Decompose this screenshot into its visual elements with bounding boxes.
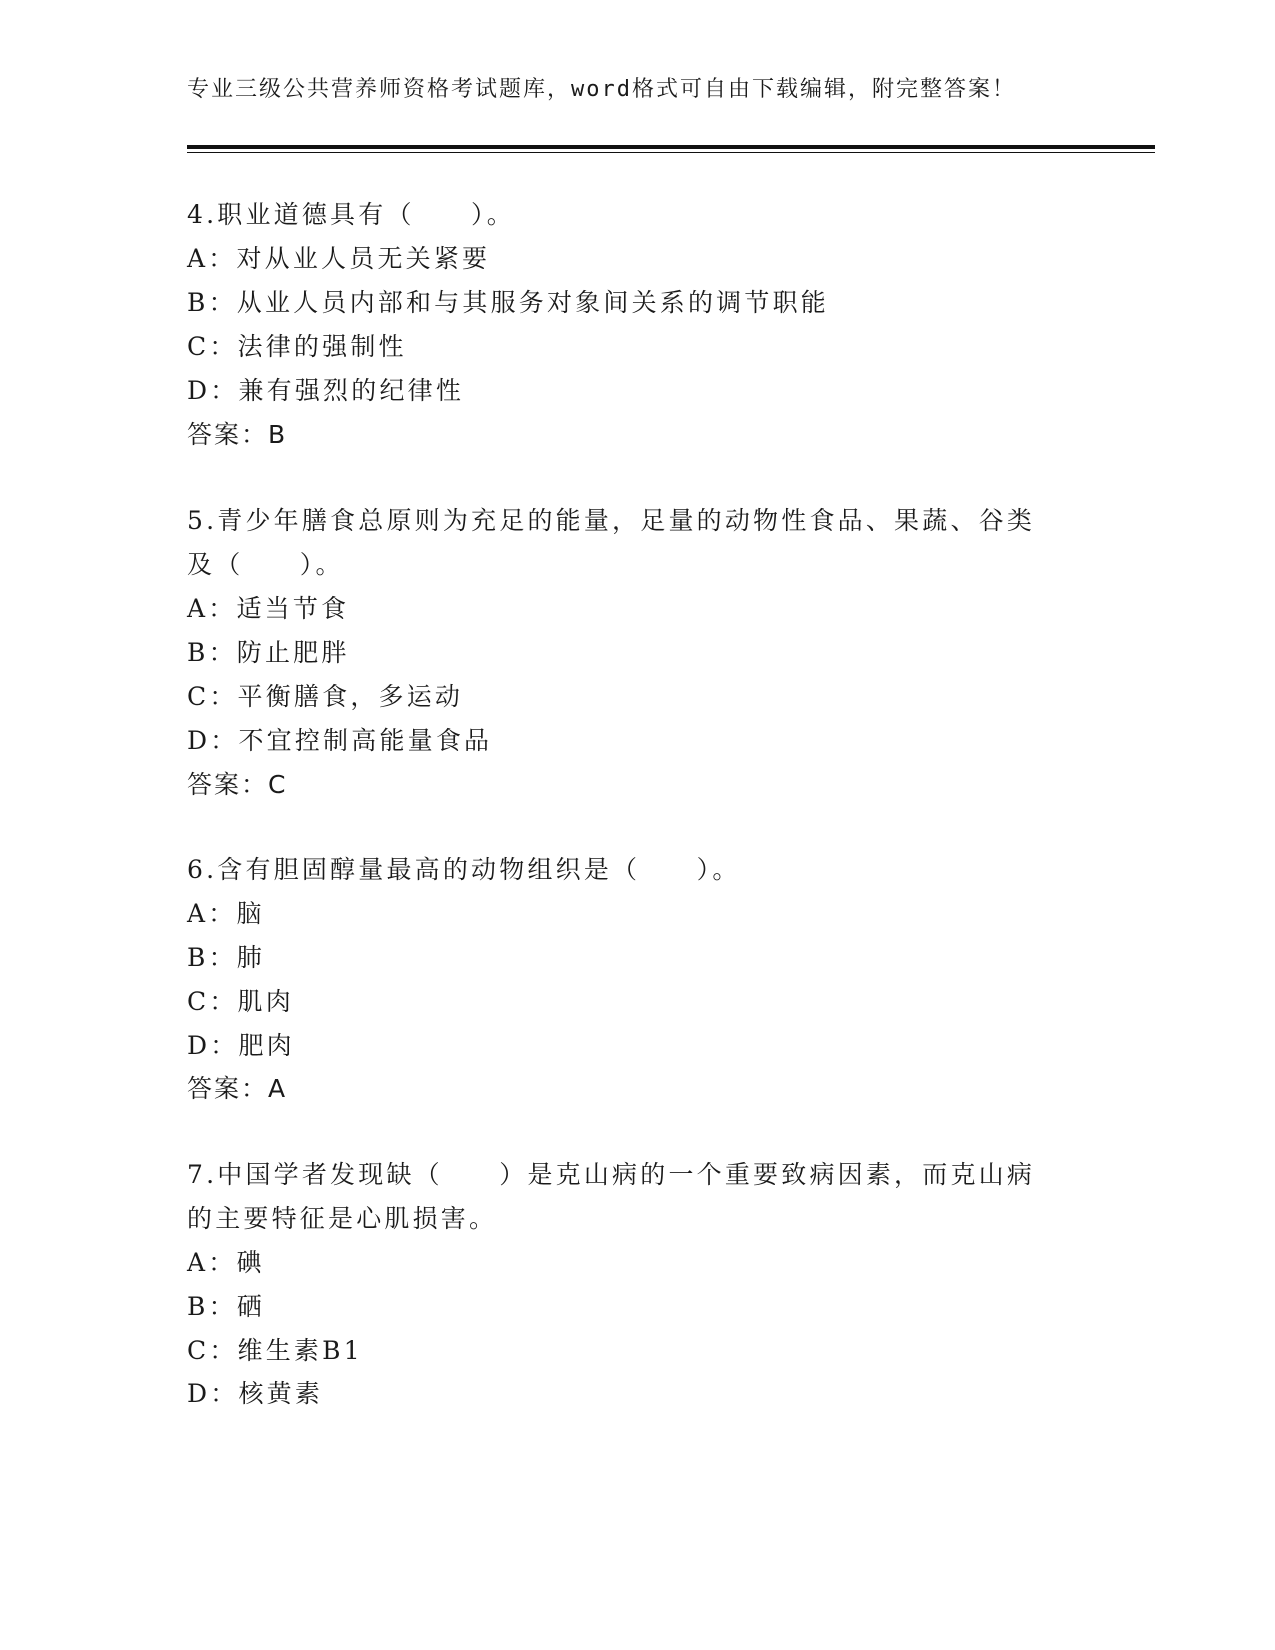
- header-rule-thin: [187, 152, 1155, 153]
- option-c: C：维生素B1: [187, 1336, 363, 1365]
- option-b: B：防止肥胖: [187, 638, 350, 667]
- option-d: D：肥肉: [187, 1031, 295, 1060]
- answer: 答案：C: [187, 770, 288, 799]
- option-b: B：从业人员内部和与其服务对象间关系的调节职能: [187, 288, 829, 317]
- option-a: A：对从业人员无关紧要: [187, 244, 491, 273]
- header-rule-thick: [187, 145, 1155, 149]
- option-b: B：硒: [187, 1292, 265, 1321]
- option-d: D：不宜控制高能量食品: [187, 726, 493, 755]
- option-b: B：肺: [187, 943, 265, 972]
- option-a: A：适当节食: [187, 594, 350, 623]
- option-d: D：兼有强烈的纪律性: [187, 376, 465, 405]
- option-c: C：肌肉: [187, 987, 294, 1016]
- option-a: A：脑: [187, 899, 265, 928]
- question-stem: 7.中国学者发现缺（ ）是克山病的一个重要致病因素，而克山病: [187, 1160, 1036, 1189]
- question-stem: 4.职业道德具有（ ）。: [187, 200, 515, 229]
- option-c: C：平衡膳食，多运动: [187, 682, 464, 711]
- option-a: A：碘: [187, 1248, 265, 1277]
- answer: 答案：A: [187, 1074, 288, 1103]
- question-stem: 6.含有胆固醇量最高的动物组织是（ ）。: [187, 855, 741, 884]
- option-c: C：法律的强制性: [187, 332, 407, 361]
- question-stem-cont: 的主要特征是心肌损害。: [187, 1204, 498, 1233]
- question-stem-cont: 及（ ）。: [187, 550, 344, 579]
- answer: 答案：B: [187, 420, 288, 449]
- header-text: 专业三级公共营养师资格考试题库，word格式可自由下载编辑，附完整答案！: [187, 77, 1016, 102]
- question-stem: 5.青少年膳食总原则为充足的能量，足量的动物性食品、果蔬、谷类: [187, 506, 1036, 535]
- option-d: D：核黄素: [187, 1379, 324, 1408]
